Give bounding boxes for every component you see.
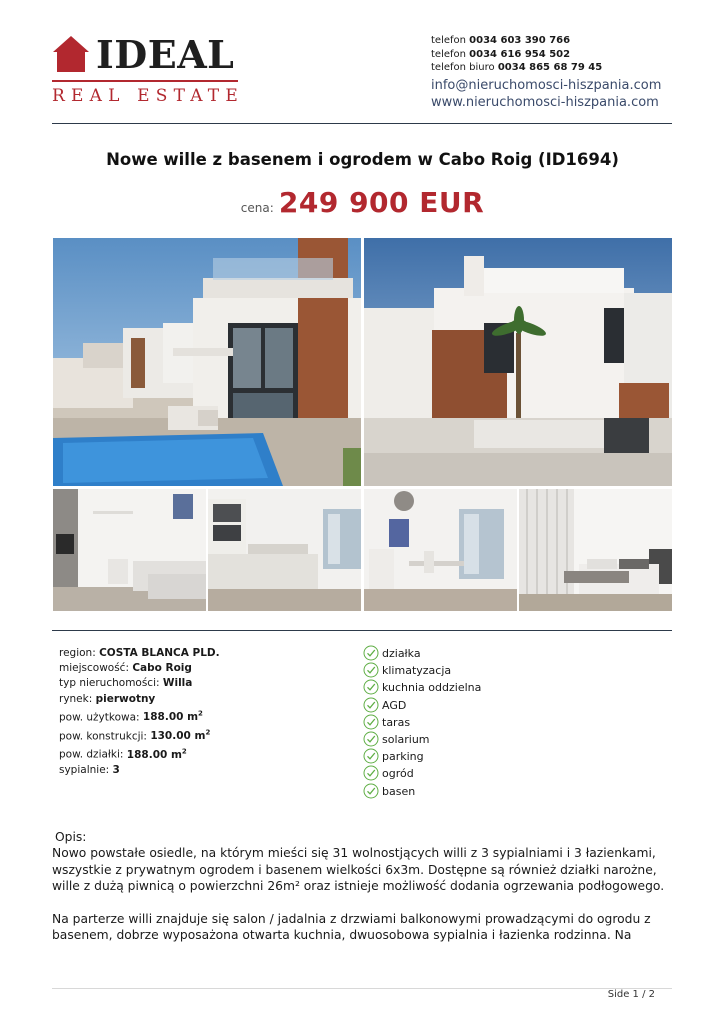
detail-bedrooms: sypialnie: 3 xyxy=(59,763,120,776)
detail-town: miejscowość: Cabo Roig xyxy=(59,662,192,675)
price-label: cena: xyxy=(240,201,274,215)
detail-plot-area: pow. działki: 188.00 $m^2$ xyxy=(59,747,187,761)
photo-villa-front[interactable] xyxy=(364,238,672,486)
check-circle-icon xyxy=(363,748,379,764)
description-paragraph-2: Na parterze willi znajduje się salon / jadalnia z drzwiami balkonowymi prowadzącymi do ogrodu z basenem, dobrze wyposażona otwarta kuchnia, dwuosobowa sypialnia i łazienka rodzinna. Na xyxy=(52,912,651,943)
check-circle-icon xyxy=(363,662,379,678)
feature-item: ogród xyxy=(363,765,481,782)
header-divider xyxy=(52,123,672,124)
phone-number-1[interactable]: 0034 603 390 766 xyxy=(469,35,571,46)
phone-number-3[interactable]: 0034 865 68 79 45 xyxy=(497,62,603,73)
feature-item: solarium xyxy=(363,731,481,748)
check-circle-icon xyxy=(363,679,379,695)
feature-item: parking xyxy=(363,748,481,765)
feature-item: działka xyxy=(363,645,481,662)
detail-property-type: typ nieruchomości: Willa xyxy=(59,677,193,690)
photo-kitchen[interactable] xyxy=(208,489,361,611)
listing-title: Nowe wille z basenem i ogrodem w Cabo Roig (ID1694) xyxy=(106,150,619,169)
check-circle-icon xyxy=(363,731,379,747)
property-details xyxy=(59,646,220,778)
detail-region: region: COSTA BLANCA PLD. xyxy=(59,647,220,659)
detail-build-area: pow. konstrukcji: 130.00 $m^2$ xyxy=(59,728,211,743)
feature-item: kuchnia oddzielna xyxy=(363,679,481,696)
feature-list xyxy=(363,645,481,800)
logo-subtitle: REAL ESTATE xyxy=(52,86,244,106)
feature-item: klimatyzacja xyxy=(363,662,481,679)
logo-divider xyxy=(52,80,238,82)
feature-item: taras xyxy=(363,714,481,731)
feature-item: AGD xyxy=(363,697,481,714)
phone-line-1: telefon 0034 603 390 766 xyxy=(431,35,571,46)
detail-market: rynek: pierwotny xyxy=(59,692,156,705)
photo-dining[interactable] xyxy=(364,489,517,611)
photo-villa-pool[interactable] xyxy=(53,238,361,486)
price-row xyxy=(0,186,725,219)
description-paragraph-1: Nowo powstałe osiedle, na którym mieści się 31 wolnostjących willi z 3 sypialniami i 3 łazienkami, wszystkie z prywatnym ogrodem i basenem wielkości 6x3m. Dostępne są również działki narożne, wille z dużą piwnicą o powierzchni 26m² oraz istnieje możliwość dodania ogrzewania podłogowego. xyxy=(52,846,665,894)
price-value: 249 900 EUR xyxy=(278,186,485,219)
contact-block xyxy=(431,34,661,111)
details-divider xyxy=(52,630,672,631)
description xyxy=(52,829,672,944)
phone-line-2: telefon 0034 616 954 502 xyxy=(431,48,571,60)
feature-item: basen xyxy=(363,783,481,800)
photo-bedroom[interactable] xyxy=(519,489,672,611)
website-link[interactable]: www.nieruchomosci-hiszpania.com xyxy=(431,94,659,110)
check-circle-icon xyxy=(363,645,379,661)
description-heading: Opis: xyxy=(55,830,87,844)
phone-line-3: telefon biuro 0034 865 68 79 45 xyxy=(431,62,603,73)
logo-wordmark: IDEAL xyxy=(96,32,235,77)
house-logo-icon xyxy=(52,34,90,74)
phone-number-2[interactable]: 0034 616 954 502 xyxy=(469,48,571,60)
page-number: Side 1 / 2 xyxy=(607,989,655,1000)
check-circle-icon xyxy=(363,765,379,781)
check-circle-icon xyxy=(363,697,379,713)
company-logo xyxy=(52,34,242,106)
email-link[interactable]: info@nieruchomosci-hiszpania.com xyxy=(431,77,662,93)
photo-living-room[interactable] xyxy=(53,489,206,611)
check-circle-icon xyxy=(363,783,379,799)
check-circle-icon xyxy=(363,714,379,730)
footer-divider xyxy=(52,988,672,989)
detail-usable-area: pow. użytkowa: 188.00 $m^2$ xyxy=(59,709,203,724)
